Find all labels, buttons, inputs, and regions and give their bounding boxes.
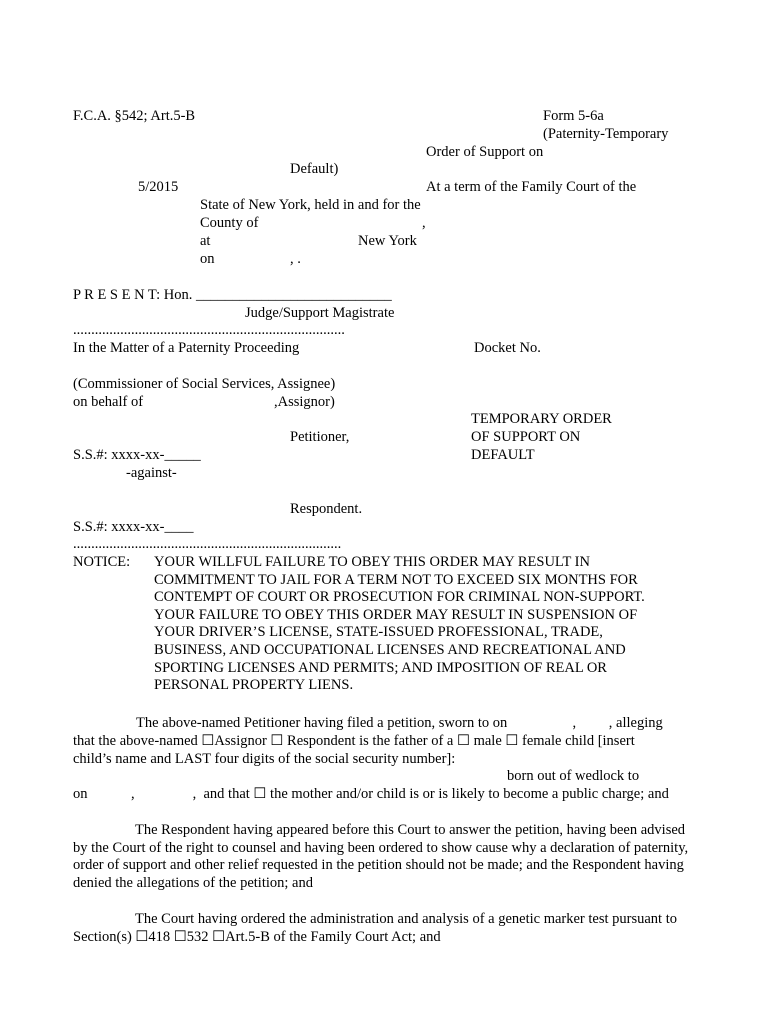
order-title-line2: OF SUPPORT ON <box>471 429 581 445</box>
notice-line: YOUR FAILURE TO OBEY THIS ORDER MAY RESULT IN SUSPENSION OF <box>154 606 638 623</box>
notice-line: BUSINESS, AND OCCUPATIONAL LICENSES AND RECREATIONAL AND <box>154 641 626 658</box>
notice-label: NOTICE: <box>73 554 131 570</box>
respondent-ssn: S.S.#: xxxx-xx-____ <box>73 519 194 535</box>
para1-line3: child’s name and LAST four digits of the social security number]: <box>73 751 456 767</box>
para1-line1: The above-named Petitioner having filed a petition, sworn to on , , alleging <box>136 715 663 731</box>
against-label: -against- <box>126 465 177 481</box>
revision-date: 5/2015 <box>138 179 179 195</box>
order-title-line1: TEMPORARY ORDER <box>471 411 612 427</box>
state-name: New York <box>358 233 417 249</box>
notice-line: YOUR WILLFUL FAILURE TO OBEY THIS ORDER MAY RESULT IN <box>154 554 590 570</box>
petitioner-label: Petitioner, <box>290 429 350 445</box>
para2 <box>73 822 693 892</box>
date-punctuation: , . <box>290 251 301 267</box>
on-behalf-of: on behalf of <box>73 394 144 410</box>
present-judge-line: P R E S E N T: Hon. ___________________________ <box>73 287 392 303</box>
notice-line: CONTEMPT OF COURT OR PROSECUTION FOR CRIMINAL NON-SUPPORT. <box>154 589 645 606</box>
assignor-label: ,Assignor) <box>274 394 335 410</box>
order-title-line3: DEFAULT <box>471 447 535 463</box>
para2-text: The Respondent having appeared before this Court to answer the petition, having been advised by the Court of the right to counsel and having been ordered to show cause why a declaration of paternity, order of support and other relief requested in the petition should not be made; and the Respondent having denied the allegations of the petition; and <box>73 822 689 891</box>
para3-text: The Court having ordered the administration and analysis of a genetic marker test pursuant to Section(s) ☐418 ☐532 ☐Art.5-B of the Family Court Act; and <box>73 911 677 945</box>
form-title-line2: Order of Support on <box>426 144 544 160</box>
para1-line5: on , , and that ☐ the mother and/or child is or is likely to become a public charge; and <box>73 786 669 802</box>
form-title-line1: (Paternity-Temporary <box>543 126 669 142</box>
notice-line: PERSONAL PROPERTY LIENS. <box>154 677 354 694</box>
caption-divider-top: ........................................................................... <box>73 322 345 338</box>
para1-line4: born out of wedlock to <box>507 768 640 784</box>
para1-line2: that the above-named ☐Assignor ☐ Respondent is the father of a ☐ male ☐ female child [insert <box>73 733 635 749</box>
county-label: County of <box>200 215 259 231</box>
court-term-line1: At a term of the Family Court of the <box>426 179 637 195</box>
petitioner-ssn: S.S.#: xxxx-xx-_____ <box>73 447 201 463</box>
at-label: at <box>200 233 211 249</box>
caption-divider-bottom: .......................................................................... <box>73 536 342 552</box>
respondent-label: Respondent. <box>290 501 363 517</box>
notice-text <box>154 554 694 695</box>
court-term-line2: State of New York, held in and for the <box>200 197 421 213</box>
notice-line: YOUR DRIVER’S LICENSE, STATE-ISSUED PROFESSIONAL, TRADE, <box>154 624 603 641</box>
notice-line: SPORTING LICENSES AND PERMITS; AND IMPOSITION OF REAL OR <box>154 659 607 676</box>
form-title-line3: Default) <box>290 161 339 177</box>
judge-title: Judge/Support Magistrate <box>245 305 395 321</box>
petitioner-name: (Commissioner of Social Services, Assignee) <box>73 376 336 392</box>
para3 <box>73 911 693 946</box>
on-label: on <box>200 251 215 267</box>
docket-label: Docket No. <box>474 340 541 356</box>
matter-title: In the Matter of a Paternity Proceeding <box>73 340 300 356</box>
statute-reference: F.C.A. §542; Art.5-B <box>73 108 196 124</box>
notice-line: COMMITMENT TO JAIL FOR A TERM NOT TO EXCEED SIX MONTHS FOR <box>154 571 638 588</box>
form-number: Form 5-6a <box>543 108 604 124</box>
county-comma: , <box>422 215 426 231</box>
